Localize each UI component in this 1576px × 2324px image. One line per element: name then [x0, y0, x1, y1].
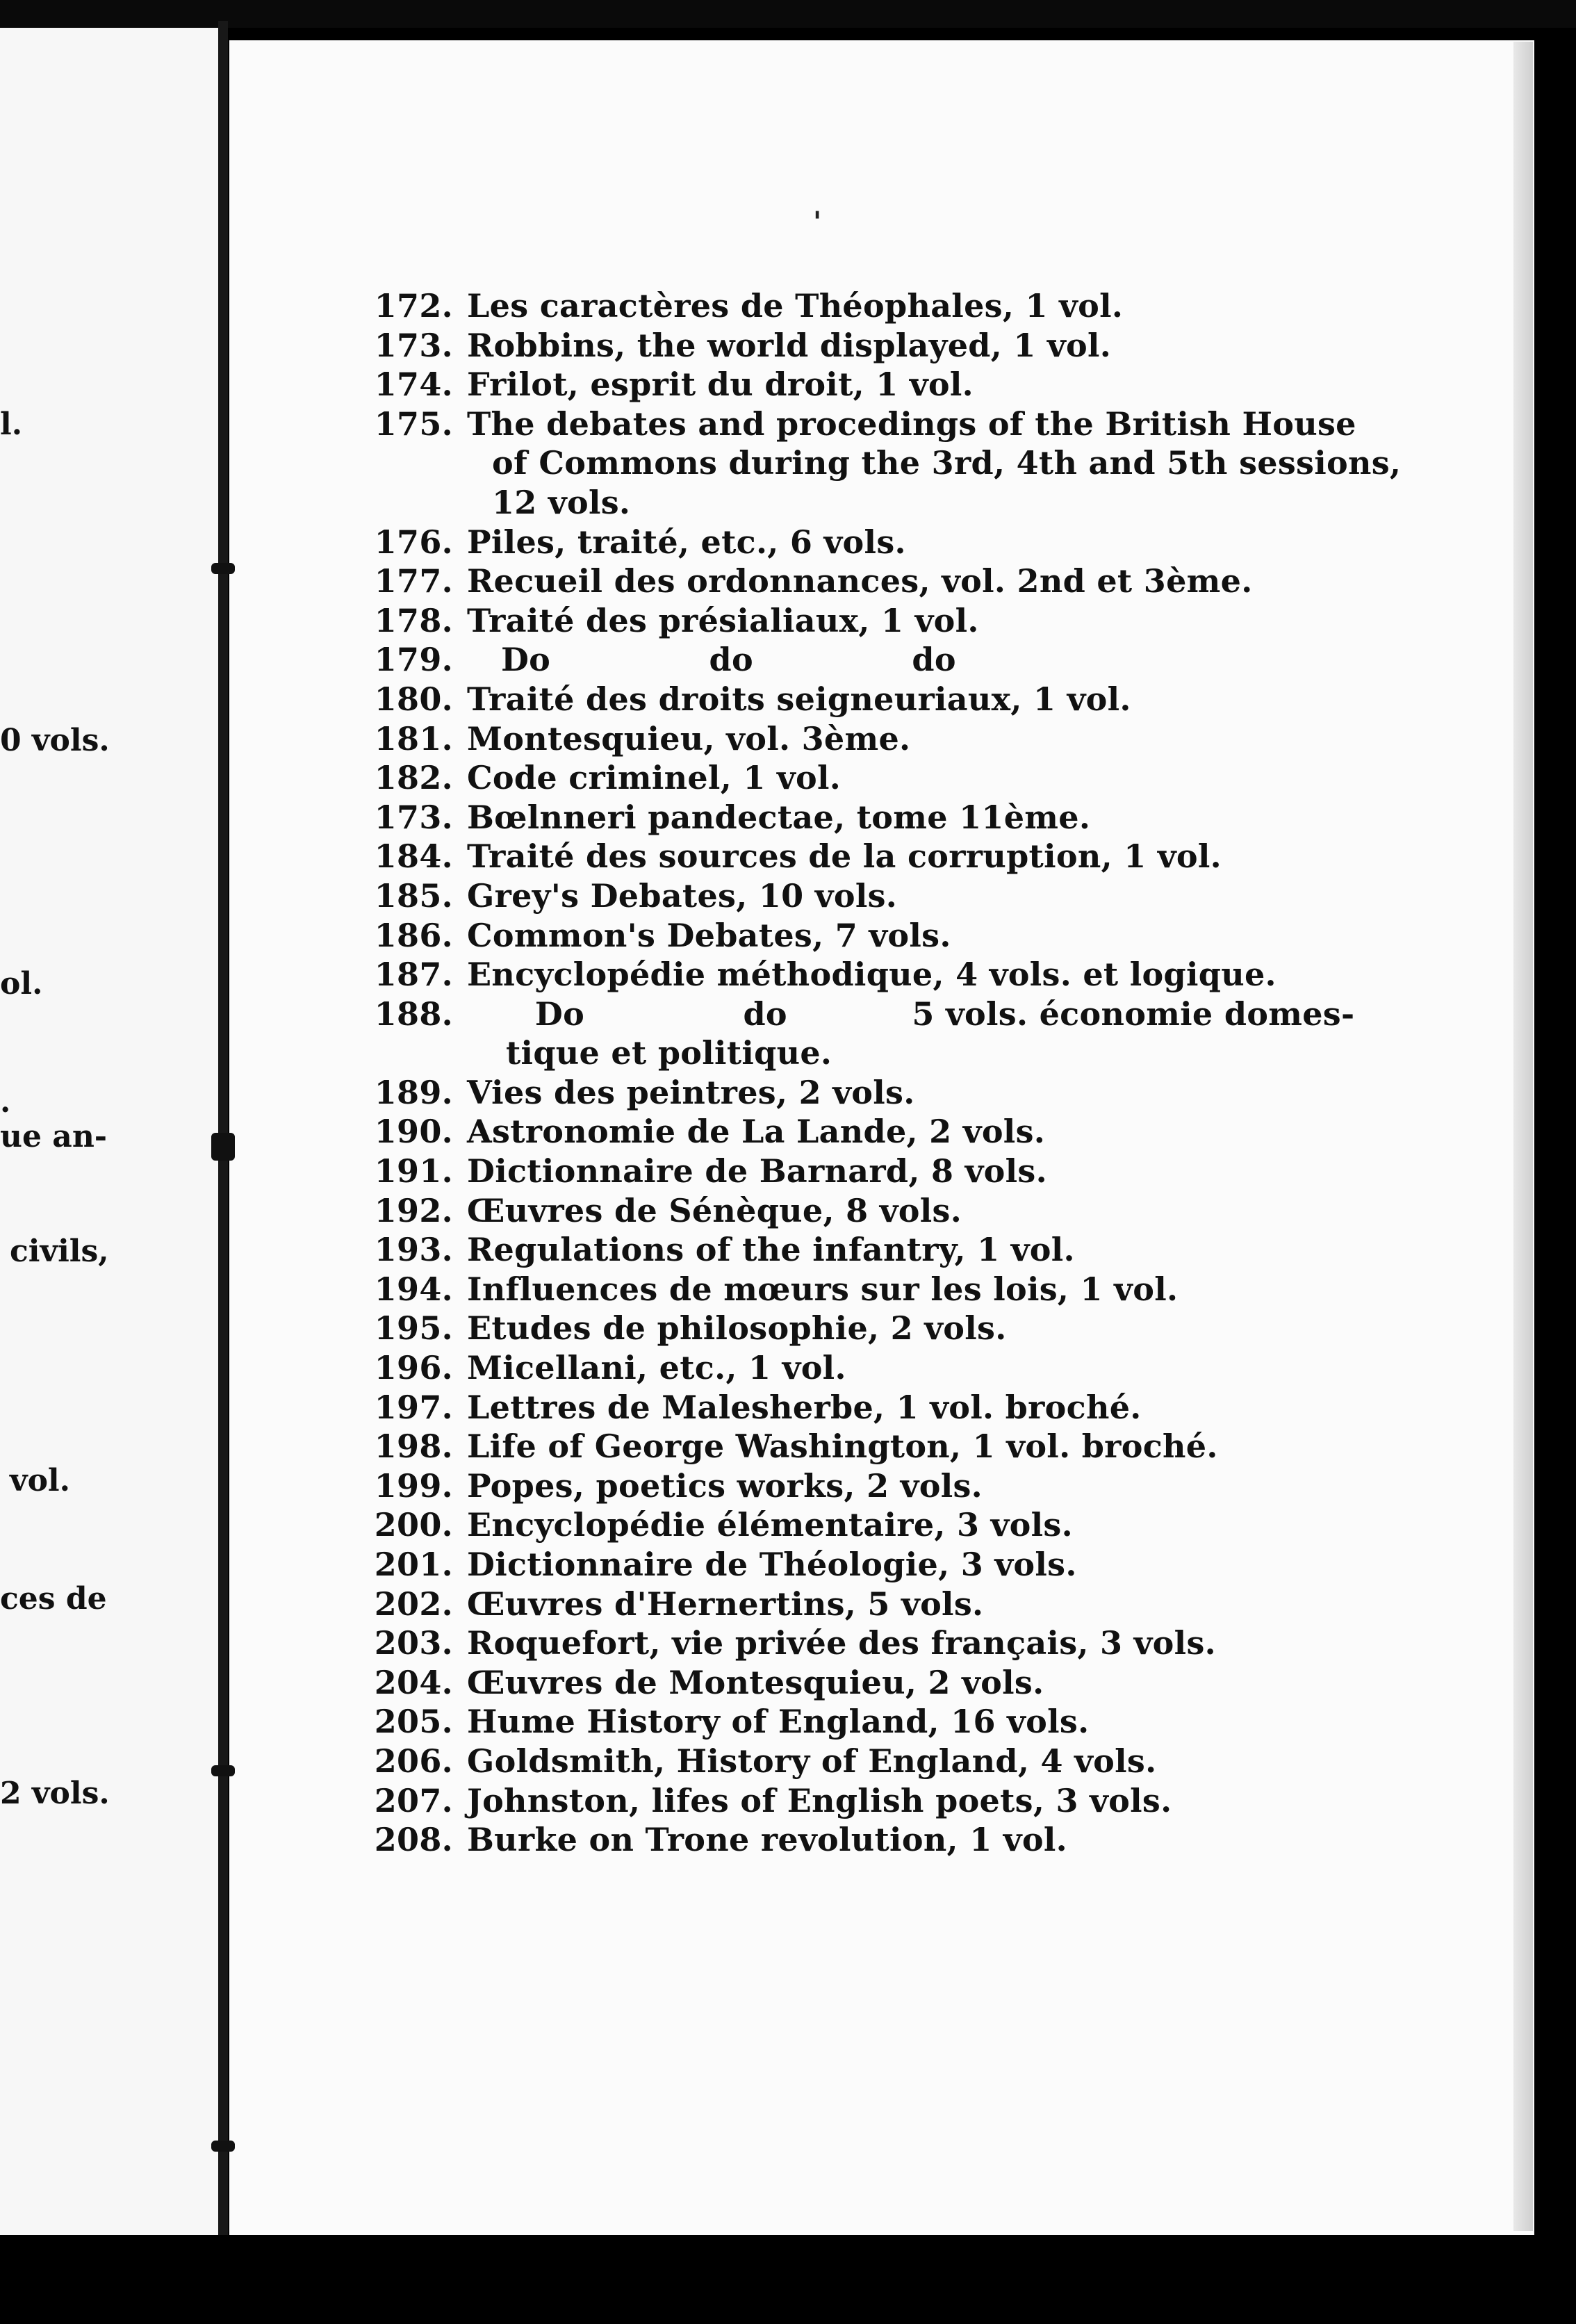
entry-number: 173.	[374, 798, 453, 836]
entry-text: Roquefort, vie privée des français, 3 vols.	[467, 1624, 1216, 1662]
entry-number: 190.	[374, 1113, 453, 1151]
entry-text: Piles, traité, etc., 6 vols.	[467, 523, 906, 561]
entry-text: Popes, poetics works, 2 vols.	[467, 1466, 983, 1505]
entry-number: 196.	[374, 1349, 453, 1387]
catalogue-entry	[347, 758, 1320, 798]
catalogue-entry	[347, 1112, 1320, 1152]
entry-number: 206.	[374, 1742, 453, 1780]
catalogue-entry	[347, 1073, 1320, 1113]
catalogue-entry	[347, 1152, 1320, 1191]
entry-number: 197.	[374, 1388, 453, 1426]
catalogue-entry	[347, 1820, 1320, 1860]
scan-bottom-border	[0, 2235, 1576, 2324]
catalogue-entry	[347, 798, 1320, 837]
entry-text: tique et politique.	[506, 1034, 832, 1072]
entry-text: Do do do	[467, 641, 956, 679]
catalogue-entry	[347, 1742, 1320, 1781]
entry-text: Influences de mœurs sur les lois, 1 vol.	[467, 1270, 1179, 1308]
catalogue-entry	[347, 1466, 1320, 1506]
entry-text: Traité des présialiaux, 1 vol.	[467, 601, 979, 639]
entry-number: 175.	[374, 404, 453, 443]
left-page-text-fragment: ol.	[0, 966, 43, 1001]
catalogue-entry	[347, 1702, 1320, 1742]
entry-number: 208.	[374, 1821, 453, 1859]
left-page-text-fragment: ue an-	[0, 1119, 108, 1154]
left-page-text-fragment: 2 vols.	[0, 1776, 110, 1811]
entry-text: Code criminel, 1 vol.	[467, 759, 842, 797]
entry-text: Life of George Washington, 1 vol. broché.	[467, 1427, 1218, 1466]
scan-top-border	[0, 0, 1576, 28]
catalogue-entry	[347, 995, 1355, 1034]
entry-text: Micellani, etc., 1 vol.	[467, 1349, 846, 1387]
entry-text: Grey's Debates, 10 vols.	[467, 876, 898, 915]
catalogue-entry	[347, 1191, 1320, 1231]
entry-number: 187.	[374, 956, 453, 994]
catalogue-entry	[347, 1505, 1320, 1545]
entry-text: of Commons during the 3rd, 4th and 5th sessions,	[492, 444, 1402, 482]
entry-text: Robbins, the world displayed, 1 vol.	[467, 326, 1112, 364]
entry-number: 198.	[374, 1427, 453, 1466]
entry-text: Dictionnaire de Barnard, 8 vols.	[467, 1152, 1047, 1190]
entry-number: 181.	[374, 719, 453, 758]
entry-text: Encyclopédie élémentaire, 3 vols.	[467, 1506, 1073, 1544]
entry-number: 182.	[374, 759, 453, 797]
catalogue-entry	[347, 1663, 1320, 1703]
entry-number: 184.	[374, 837, 453, 876]
left-page-fragment	[0, 28, 225, 2235]
binding-stitch	[211, 563, 235, 574]
entry-text: Œuvres de Sénèque, 8 vols.	[467, 1191, 962, 1229]
catalogue-entry	[347, 365, 1320, 404]
entry-text: Astronomie de La Lande, 2 vols.	[467, 1113, 1046, 1151]
catalogue-entry	[347, 876, 1320, 916]
catalogue-entry	[347, 1270, 1320, 1309]
catalogue-entry	[347, 1230, 1320, 1270]
left-page-text-fragment: vol.	[10, 1463, 70, 1498]
entry-text: Regulations of the infantry, 1 vol.	[467, 1231, 1075, 1269]
entry-text: Lettres de Malesherbe, 1 vol. broché.	[467, 1388, 1142, 1426]
catalogue-entry	[347, 640, 1320, 680]
entry-text: Œuvres d'Hernertins, 5 vols.	[467, 1585, 984, 1623]
entry-number: 177.	[374, 562, 453, 600]
entry-number: 205.	[374, 1703, 453, 1741]
entry-text: 12 vols.	[492, 483, 631, 521]
entry-text: Goldsmith, History of England, 4 vols.	[467, 1742, 1157, 1780]
entry-text: Œuvres de Montesquieu, 2 vols.	[467, 1663, 1044, 1701]
entry-number: 173.	[374, 326, 453, 364]
catalogue-entry	[347, 1781, 1320, 1821]
entry-text: Traité des droits seigneuriaux, 1 vol.	[467, 680, 1131, 718]
binding-stitch	[211, 1133, 235, 1161]
catalogue-entry	[347, 562, 1320, 601]
entry-number: 179.	[374, 641, 453, 679]
catalogue-entry	[347, 1623, 1320, 1663]
entry-number: 185.	[374, 876, 453, 915]
catalogue-entry	[347, 404, 1356, 444]
entry-number: 200.	[374, 1506, 453, 1544]
entry-number: 180.	[374, 680, 453, 718]
entry-number: 189.	[374, 1073, 453, 1111]
entry-number: 194.	[374, 1270, 453, 1308]
catalogue-list	[347, 286, 1402, 1860]
page-mark: '	[813, 206, 822, 238]
catalogue-entry	[347, 916, 1320, 956]
catalogue-entry	[347, 680, 1320, 719]
entry-text: The debates and procedings of the British House	[467, 404, 1356, 443]
entry-number: 193.	[374, 1231, 453, 1269]
left-page-text-fragment: civils,	[10, 1234, 109, 1269]
entry-text: Les caractères de Théophales, 1 vol.	[467, 287, 1124, 325]
entry-number: 176.	[374, 523, 453, 561]
entry-text: Johnston, lifes of English poets, 3 vols.	[467, 1781, 1172, 1819]
catalogue-entry	[347, 326, 1320, 366]
entry-text: Burke on Trone revolution, 1 vol.	[467, 1821, 1067, 1859]
entry-text: Frilot, esprit du droit, 1 vol.	[467, 366, 974, 404]
catalogue-entry	[347, 523, 1320, 562]
left-page-text-fragment: l.	[0, 407, 23, 442]
binding-stitch	[211, 2141, 235, 2152]
catalogue-entry	[347, 955, 1320, 995]
entry-number: 204.	[374, 1663, 453, 1701]
left-page-text-fragment: .	[0, 1084, 11, 1120]
left-page-text-fragment: 0 vols.	[0, 723, 110, 758]
entry-number: 191.	[374, 1152, 453, 1190]
entry-text: Encyclopédie méthodique, 4 vols. et logique.	[467, 956, 1277, 994]
entry-text: Etudes de philosophie, 2 vols.	[467, 1309, 1007, 1348]
catalogue-entry	[347, 837, 1320, 876]
entry-number: 174.	[374, 366, 453, 404]
catalogue-entry	[347, 1033, 1320, 1073]
entry-text: Bœlnneri pandectae, tome 11ème.	[467, 798, 1091, 836]
entry-number: 207.	[374, 1781, 453, 1819]
entry-number: 192.	[374, 1191, 453, 1229]
page-edge-shadow	[1513, 42, 1533, 2231]
entry-text: Dictionnaire de Théologie, 3 vols.	[467, 1546, 1077, 1583]
entry-text: Recueil des ordonnances, vol. 2nd et 3ème.	[467, 562, 1253, 600]
entry-number: 199.	[374, 1466, 453, 1505]
catalogue-entry	[347, 286, 1320, 326]
catalogue-entry	[347, 1388, 1320, 1427]
entry-number: 195.	[374, 1309, 453, 1348]
entry-number: 202.	[374, 1585, 453, 1623]
catalogue-entry	[347, 483, 1320, 523]
catalogue-entry	[347, 719, 1320, 759]
catalogue-entry	[347, 601, 1320, 641]
entry-text: Montesquieu, vol. 3ème.	[467, 719, 911, 758]
catalogue-entry	[347, 1585, 1320, 1624]
catalogue-entry	[347, 1309, 1320, 1348]
entry-text: Common's Debates, 7 vols.	[467, 916, 951, 954]
entry-number: 186.	[374, 916, 453, 954]
entry-number: 172.	[374, 287, 453, 325]
entry-text: Hume History of England, 16 vols.	[467, 1703, 1090, 1741]
catalogue-entry	[347, 1348, 1320, 1388]
entry-number: 188.	[374, 995, 453, 1033]
entry-text: Do do 5 vols. économie domes-	[467, 995, 1355, 1033]
entry-number: 203.	[374, 1624, 453, 1662]
catalogue-entry	[347, 1427, 1320, 1466]
catalogue-entry	[347, 1545, 1320, 1585]
entry-number: 178.	[374, 601, 453, 639]
entry-text: Traité des sources de la corruption, 1 vol.	[467, 837, 1222, 876]
catalogue-entry	[347, 443, 1402, 483]
entry-number: 201.	[374, 1546, 453, 1583]
left-page-text-fragment: ces de	[0, 1581, 107, 1617]
entry-text: Vies des peintres, 2 vols.	[467, 1073, 915, 1111]
binding-stitch	[211, 1765, 235, 1776]
